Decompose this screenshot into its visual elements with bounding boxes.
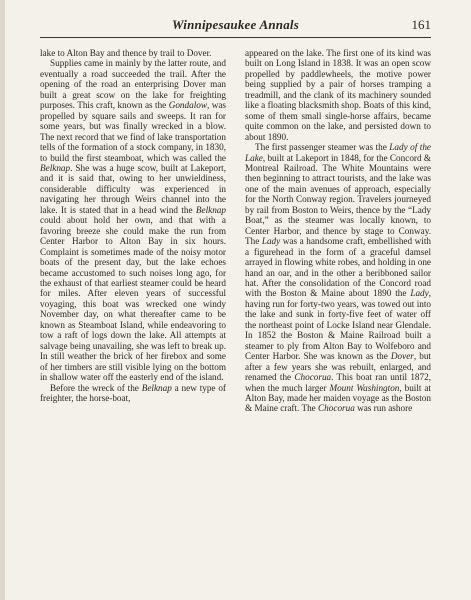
text-run: The first passenger steamer was the: [255, 142, 390, 153]
italic-text-run: Belknap: [141, 382, 172, 393]
right-text-column: [245, 48, 431, 414]
text-run: Supplies came in mainly by the latter route, and eventually a road succeeded the trail. After the opening of the road an enterprising Dover man built a great scow on the lake for freighting purposes. This craft, known as the: [40, 58, 226, 111]
italic-text-run: Chocorua: [318, 403, 355, 414]
running-header: [40, 17, 431, 38]
left-text-column: [40, 48, 226, 403]
text-run: . She was a huge scow, built at Lakeport, and it is said that, owing to her unwieldiness, considerable difficulty was experienced in navigating her through Weirs channel into the lake. It is stated that in a head wind the: [40, 162, 226, 215]
page-number: 161: [411, 17, 431, 32]
text-run: Before the wreck of the: [50, 382, 142, 393]
italic-text-run: Belknap: [195, 204, 226, 215]
text-run: , was propelled by square sails and sweeps. It ran for some years, but was finally wrecked in a blow. The next record that we find of lake transportation tells of the formation of a stock company, in 1830, to build the first steamboat, which was called the: [40, 100, 226, 163]
text-run: could about hold her own, and that with a favoring breeze she could make the run from Center Harbor to Alton Bay in six hours. Complaint is sometimes made of the noisy motor boats of the present day, but the lake echoes became accustomed to such noises long ago, for the exhaust of that earliest steamer could be heard for miles. After eleven years of successful voyaging, this boat was wrecked one windy November day, on what thereafter came to be known as Steamboat Island, while endeavoring to tow a raft of logs down the lake. All attempts at salvage being unavailing, she was left to break up. In still weather the brick of her firebox and some of her timbers are still visible lying on the bottom in shallow water off the easterly end of the island.: [40, 215, 226, 383]
paragraph: [40, 383, 226, 404]
text-run: appeared on the lake. The first one of its kind was built on Long Island in 1838. It was an open scow propelled by paddlewheels, the motive power being supplied by a pair of horses tramping a treadmill, and the clank of its machinery sounded like a floating blacksmith shop. Boats of this kind, some of them small single-horse affairs, became quite common on the lake, and persisted down to about 1890.: [245, 48, 431, 142]
italic-text-run: Lady: [410, 288, 429, 299]
text-run: , but after a few years she was rebuilt, enlarged, and renamed the: [245, 351, 431, 383]
italic-text-run: Lady of the Lake: [245, 142, 432, 163]
text-run: was run ashore: [354, 403, 413, 414]
text-run: lake to Alton Bay and thence by trail to Dover.: [40, 48, 212, 58]
running-title: Winnipesaukee Annals: [172, 17, 299, 32]
paragraph: [245, 48, 431, 142]
text-run: , built at Alton Bay, made her maiden voyage as the Boston & Maine craft. The: [245, 382, 431, 414]
text-run: a new type of freighter, the horse-boat,: [40, 382, 226, 403]
italic-text-run: Chocorua: [294, 372, 332, 383]
text-run: . This boat ran until 1872, when the much larger: [245, 372, 431, 393]
page-edge-shadow: [0, 0, 5, 600]
italic-text-run: Lady: [261, 236, 281, 247]
paragraph: [40, 58, 226, 382]
text-run: , built at Lakeport in 1848, for the Concord & Montreal Railroad. The White Mountains were then beginning to attract tourists, and the lake was one of the main avenues of approach, especially for the North Conway region. Travelers journeyed by rail from Boston to Weirs, thence by the “Lady Boat,” as the steamer was locally known, to Center Harbor, and thence by stage to Conway. The: [245, 152, 432, 247]
italic-text-run: Belknap: [40, 162, 71, 173]
italic-text-run: Gondalow: [168, 100, 207, 111]
italic-text-run: Dover: [390, 351, 414, 362]
italic-text-run: Mount Washington: [329, 382, 400, 393]
text-run: was a handsome craft, embellished with a figurehead in the form of a graceful damsel arrayed in flowing white robes, and holding in one hand an oar, and in the other a beribboned sailor hat. After the consolidation of the Concord road with the Boston & Maine about 1890 the: [245, 236, 432, 299]
text-run: , having run for forty-two years, was towed out into the lake and sunk in forty-five feet of water off the northeast point of Locke Island near Glendale. In 1852 the Boston & Maine Railroad built a steamer to ply from Alton Bay to Wolfeboro and Center Harbor. She was known as the: [245, 288, 431, 362]
paragraph: [245, 142, 431, 414]
paragraph: [40, 48, 226, 58]
